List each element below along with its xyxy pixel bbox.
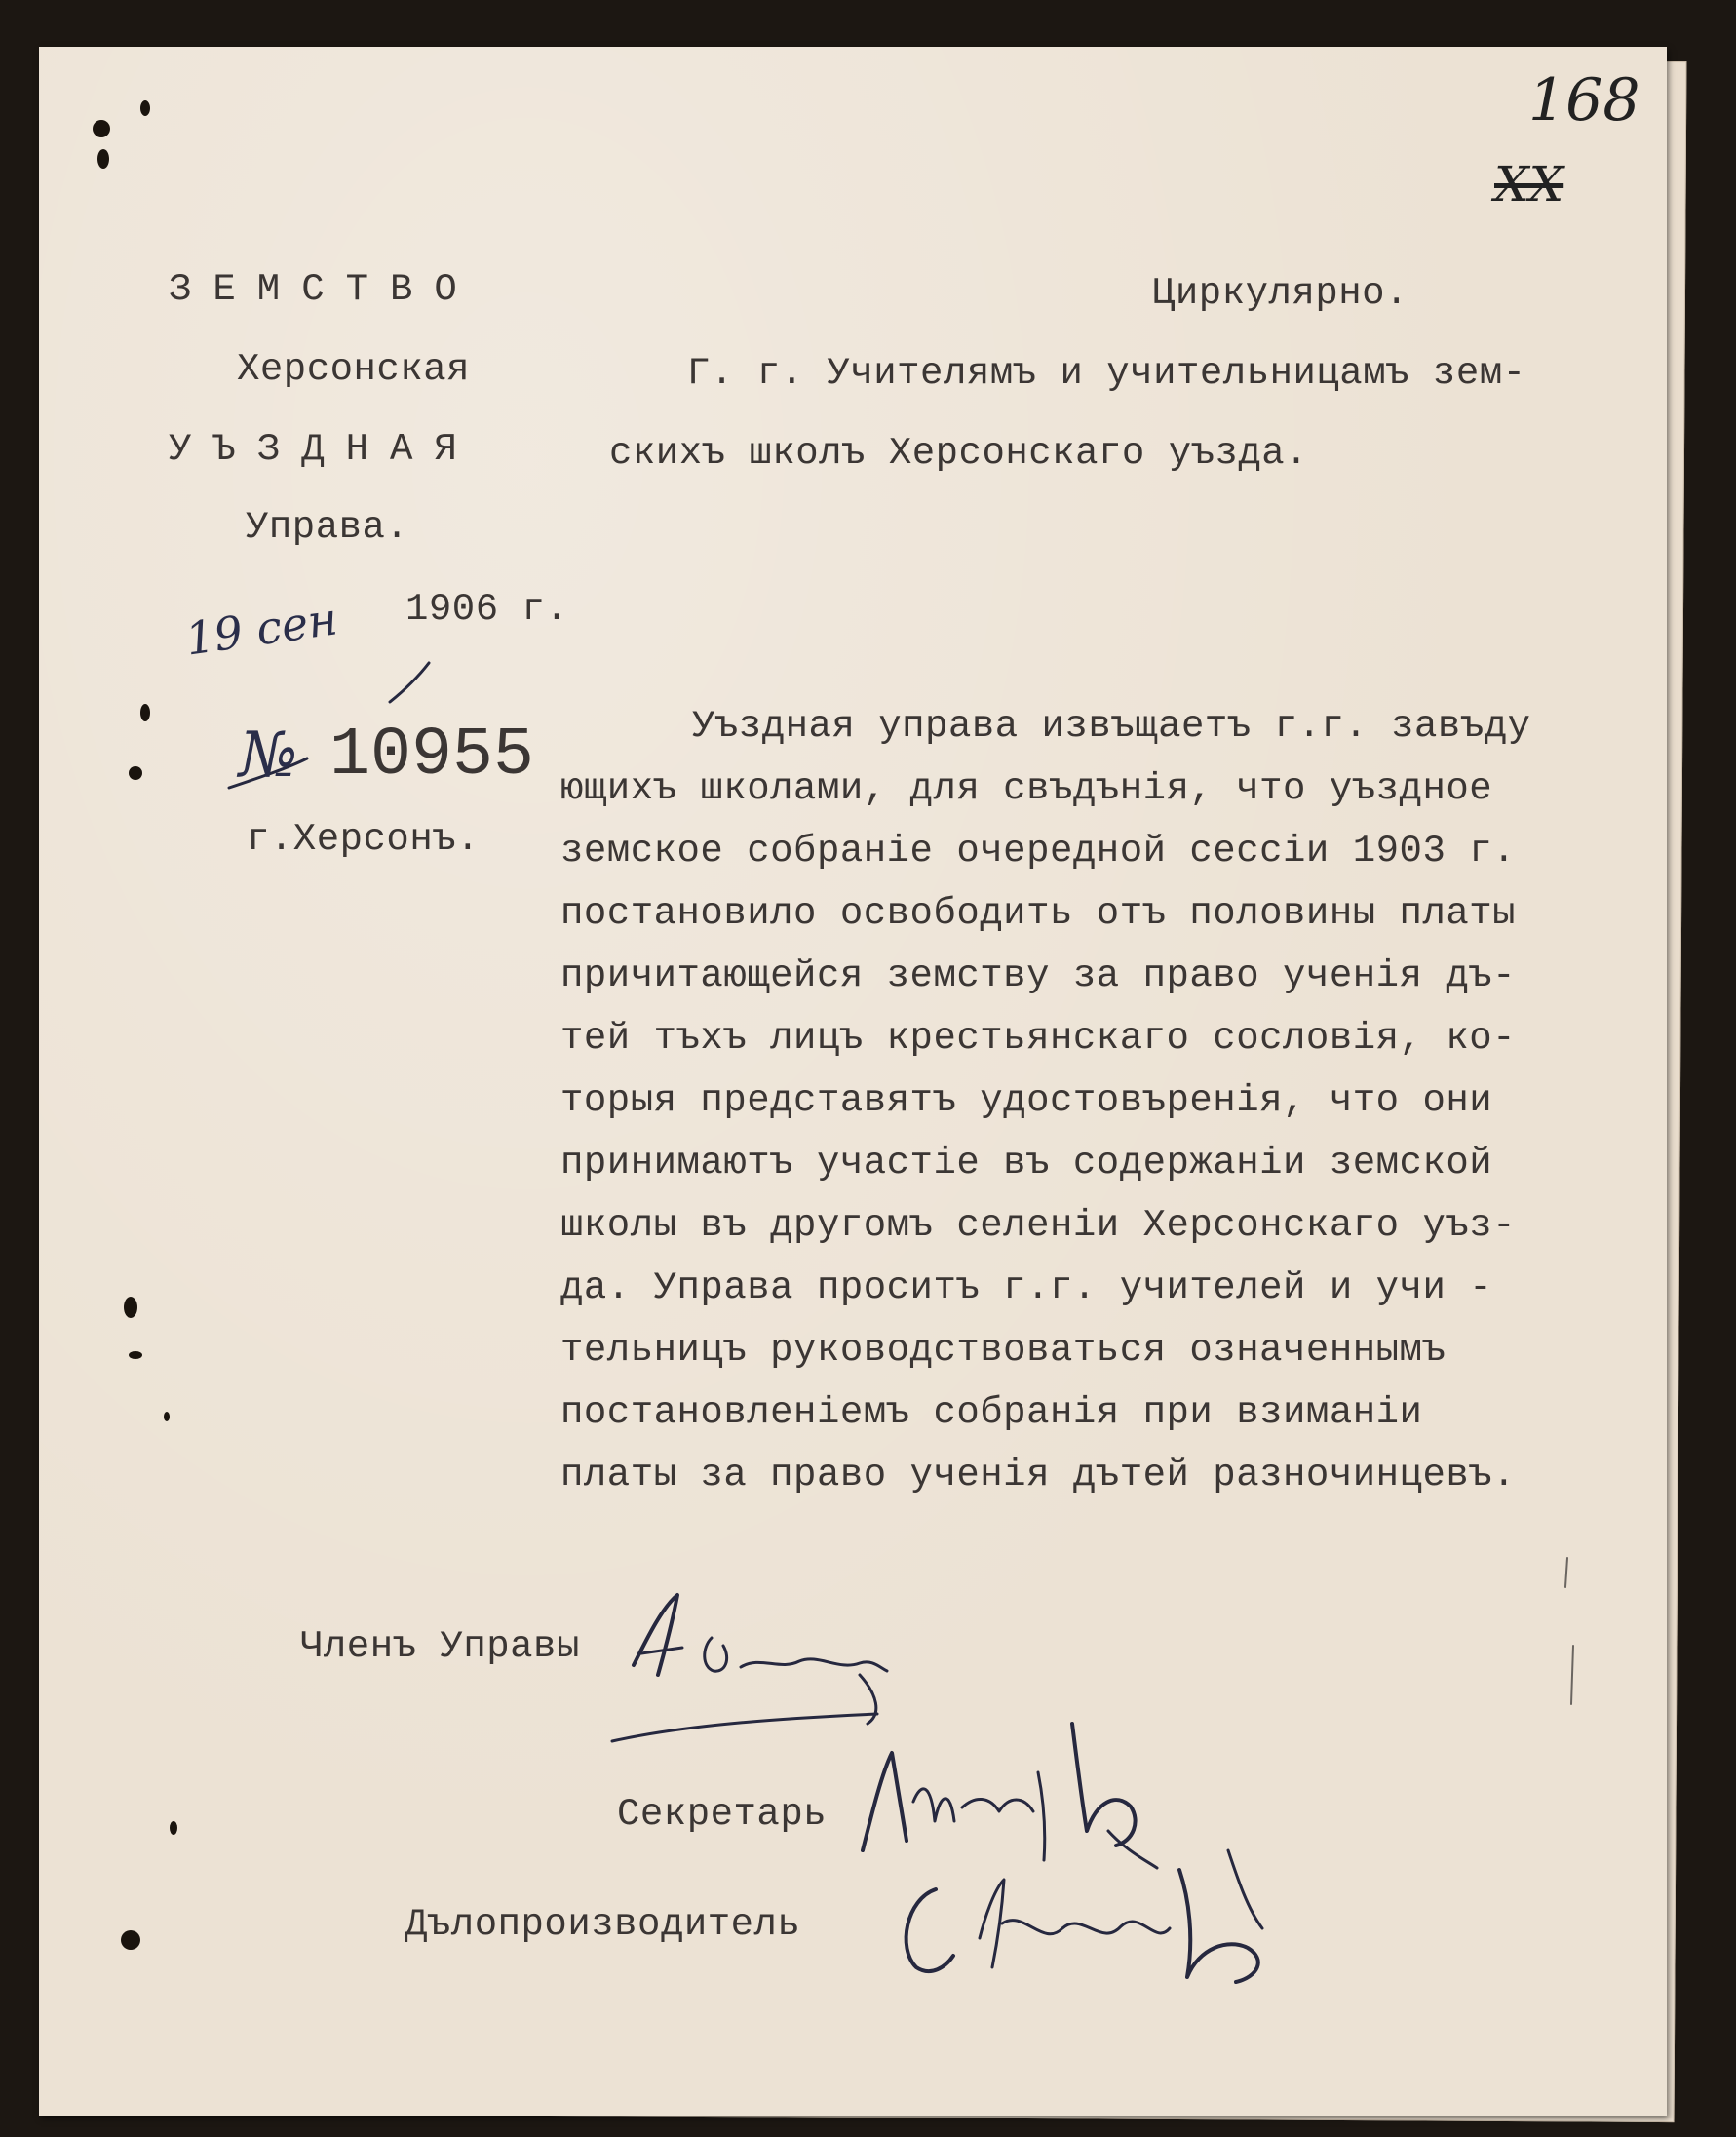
body-line: причитающейся земству за право ученія дъ- — [560, 954, 1517, 997]
body-line: Уъздная управа извъщаетъ г.г. завъду — [692, 705, 1531, 748]
addressee-line-2: скихъ школъ Херсонскаго уъзда. — [609, 432, 1309, 475]
body-line: ющихъ школами, для свъдънія, что уъздное — [560, 767, 1493, 810]
folio-number: 168 — [1528, 66, 1640, 135]
member-label: Членъ Управы — [300, 1625, 580, 1668]
clerk-label: Дълопроизводитель — [405, 1903, 801, 1946]
document-page — [39, 47, 1667, 2116]
body-line: да. Управа проситъ г.г. учителей и учи - — [560, 1266, 1493, 1309]
body-line: тей тъхъ лицъ крестьянскаго сословія, ко- — [560, 1017, 1517, 1060]
binding-hole — [164, 1412, 170, 1421]
body-line: торыя представятъ удостовъренія, что они — [560, 1079, 1493, 1122]
binding-hole — [97, 149, 109, 169]
body-line: постановило освободить отъ половины платы — [560, 892, 1517, 935]
letterhead-kherson: Херсонская — [237, 348, 471, 391]
document-number: 10955 — [329, 718, 535, 795]
body-line: тельницъ руководствоваться означеннымъ — [560, 1329, 1447, 1372]
addressee-line-1: Г. г. Учителямъ и учительницамъ зем- — [687, 352, 1526, 395]
letterhead-zemstvo: ЗЕМСТВО — [169, 268, 479, 311]
binding-hole — [170, 1821, 177, 1835]
binding-hole — [140, 100, 150, 116]
body-line: земское собраніе очередной сессіи 1903 г. — [560, 830, 1517, 873]
binding-hole — [140, 704, 150, 721]
document-city: г.Херсонъ. — [247, 818, 481, 861]
binding-hole — [93, 120, 110, 137]
folio-mark-struck: XX — [1494, 156, 1564, 213]
binding-hole — [129, 766, 142, 780]
body-line: постановленіемъ собранія при взиманіи — [560, 1391, 1423, 1434]
clerk-signature — [877, 1831, 1306, 2016]
binding-hole — [124, 1297, 137, 1318]
letterhead-uyezdnaya: УЪЗДНАЯ — [169, 428, 479, 471]
pencil-tick-marks — [1550, 1548, 1599, 1724]
binding-hole — [129, 1351, 142, 1359]
body-line: школы въ другомъ селеніи Херсонскаго уъз- — [560, 1204, 1517, 1247]
letterhead-uprava: Управа. — [246, 506, 409, 549]
circular-mode: Циркулярно. — [1152, 272, 1408, 315]
document-number-prefix: № — [239, 719, 298, 792]
binding-hole — [121, 1930, 140, 1950]
body-line: платы за право ученія дътей разночинцевъ. — [560, 1454, 1517, 1496]
handwritten-date: 19 сен — [182, 592, 341, 666]
document-year: 1906 г. — [405, 588, 569, 631]
body-line: принимаютъ участіе въ содержаніи земской — [560, 1142, 1493, 1185]
secretary-label: Секретарь — [617, 1793, 828, 1836]
